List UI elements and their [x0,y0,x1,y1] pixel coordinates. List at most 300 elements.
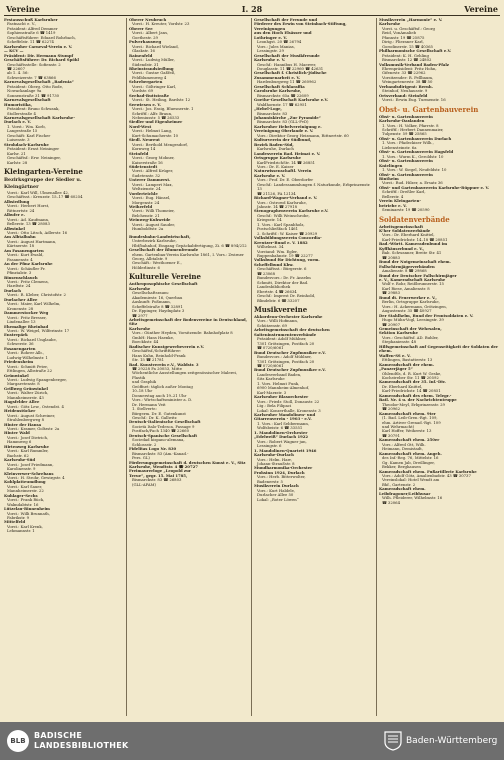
entry-detail: Ludwig-Wilhelmstr. 1 [7,354,48,360]
entry-detail: Vorst.: Josef Dietrich, [7,434,49,440]
entry-name: Gemeinschaft der Wehrsalen, [379,326,442,331]
entry-detail: Bundesvors.: Adolf Mühlner, [257,354,312,360]
entry-name: Naturwissenschaftl. Verein [254,168,312,174]
entry-name: Obst- u. Gartenbauverein Hagsfeld [379,149,454,155]
entry-detail: ☎ 29228 Fa 20053, Mitte [132,365,182,371]
entry-name: Südetenstedt [129,163,158,169]
entry-detail: Kochstreber Str. 11 ☎ 20592 [382,374,439,380]
entry-detail: Vorst.: Alfred Krüger, [132,168,174,174]
entry-detail: Hölderlinstr. 6 [132,264,160,270]
column-divider [251,18,252,716]
entry-name: Gesellschaft Schlaraffia [254,83,305,89]
entry-name: Gesellschaft der Freunde und [254,18,318,22]
entry-name: An der Pfinz Karlsruhe [4,261,53,267]
entry-name: Kyffhäuserbund e. V., [379,245,425,251]
entry-detail: Morgenstr. 24 [132,199,160,205]
entry-detail: Jahnstr. 14 ☎ 27918 [257,204,298,210]
entry-name: Weiherfeld [129,204,153,210]
entry-detail: Scheffelstraße 8 ☎ 32891 [132,303,183,309]
entry-name: Gesellschaft der Musikfreunde [254,52,320,58]
entry-detail: Strahlenbergweg 8 [7,417,45,423]
entry-name: Pulverhausweg [129,39,162,45]
entry-name: Siedl. Neureut [129,137,160,143]
entry-name: betriebe e. V. [379,202,407,208]
entry-name: Stenographenverein Karlsruhe e.V. [254,208,329,214]
entry-name: Obst- und Gartenbauverein Karlsruhe-Rüppurr e. V. [379,184,490,190]
entry-detail: Gesellschaftsraum: [132,290,169,296]
entry-detail: Auskunft: Poßmann, [132,299,171,305]
column-2 [129,18,250,718]
entry-detail: Landesverband Baden, [257,371,302,377]
entry-detail: Vorst.: August Hartmann, [7,238,57,244]
entry-detail: ☎ 20907 [382,321,401,327]
entry-detail: Bürgerm. Dr. E. Gutenkunst [132,410,186,416]
entry-detail: 1. Vors. Helmut Funk, [257,380,300,386]
entry-detail: Geschäftsf.: Erw. Neininger, [7,155,61,161]
entry-detail: Vorst.: Albert Jans, [132,30,169,36]
entry-detail: Geschäft.: Westhoener E., [132,260,182,266]
entry-detail: ☎ 0720/6061 [257,362,284,368]
entry-name: Karlsruhe [129,325,151,331]
entry-name: Festausschuß Karlsruher [4,18,58,22]
entry-detail: 10–18 Uhr [132,388,153,394]
entry-detail: Wöchentliche Ausstellungen zeitgenössischer Malerei, Plastik [132,370,238,380]
entry-name: Seewiesen e. V. [129,101,161,107]
entry-detail: Geschäft: Karl Fischer [7,132,51,138]
header-right: Vereine [464,4,498,14]
entry-name: Anthroposophische Gesellschaft [129,281,198,287]
section-heading: Kulturelle Vereine [129,272,201,282]
entry-name: Akkordeon-Orchester Karlsruhe [254,314,323,319]
entry-detail: Vors.: Friedr. Stoll, Donaustr. 22 [257,398,320,404]
institution-name[interactable] [34,731,129,751]
entry-detail: Präsident: Ernst Neininger [7,146,60,152]
entry-detail: Walmdabtstr. 16 [7,501,39,507]
entry-detail: Ltg.: Bela Filipaci [257,403,292,409]
entry-name: Obst- u. Gartenbauverein [379,171,433,177]
entry-detail: Vorst.: Göltringer Karl, [132,83,177,89]
entry-detail: ☎ 30791 [382,432,401,438]
entry-detail: Hardtstr. 24 [7,283,31,289]
entry-detail: Sonnenstraße 31 ☎ 91730 [7,92,60,98]
entry-detail: Dr. Hermann Veit [132,401,166,407]
entry-detail: Bellerstr. 4 [382,193,404,199]
entry-detail: Schriftf.: Herbert Dannenmaier, [382,126,444,132]
entry-detail: Vors.: Günther Heyden, Vorsitzende: Bahnhofplatz 8 [132,330,233,336]
entry-name: Karlsruher Carneval-Verein e. V. [4,43,73,49]
entry-detail: Vorst.: Ludwig Müller, [132,57,175,63]
entry-detail: Vorst.: Karl Rummler, [7,448,49,454]
entry-name: Kameradschaft ehem. 9ter [379,410,436,416]
entry-detail: Ebertstr. 4 ☎ 26634 [257,288,297,294]
entry-detail: 2. Schriftf.: W. Kaiser ☎ 20929 [257,230,318,236]
column-1 [4,18,125,718]
entry-name: Obst- u. Gartenbauverein [379,158,433,164]
entry-name: Durlacher Allee [4,296,38,302]
entry-name: Karlsruhe [379,21,401,27]
entry-name: Heidenstücker [4,408,36,414]
entry-detail: Vorst.: Karl Krenk, [7,523,43,529]
entry-detail: Bismarckstr. 12 ☎ 24802 [382,57,432,63]
entry-name: Karlsruhe-Süd [4,457,36,463]
entry-detail: Präsident: Oberg. Otto Rode, [7,83,64,89]
entry-detail: Vorst.: Götz Lew., Ostendst. 4 [7,403,64,409]
entry-detail: Geschf.: Hannibus H. Maerrer, [257,61,317,67]
entry-name: Waffen-SS e. V. [379,352,411,358]
entry-detail: Lessingstr. 29 [257,48,284,54]
entry-detail: Geschf.: Landessammlungen f. Naturkunde, Erbprinzenstr. 13 [257,181,371,192]
entry-detail: Vors.: Adolf Götz, Amalienbadstr. 43 ☎ 30737 [382,472,471,478]
entry-name: Vorderteichle [129,190,158,196]
entry-name: Bad. Kunstverein e.V., Waldstr. 3 [129,361,199,367]
entry-name: 1. Mandolinen-Quartett 1946 [254,447,317,453]
entry-detail: Vorst.: Ad. Kaufmann, [7,216,50,222]
entry-name: Bundesbahn-Landwirtschaft, [129,233,191,239]
entry-name: Lothringer e. V. [254,34,287,40]
entry-name: Steinfeld [129,150,149,156]
entry-name: Leibdragoner/Leibhusar [379,490,431,496]
entry-name: Verein Kleingarten- [379,198,421,204]
entry-detail: Badenerstr. 5 [257,478,283,484]
entry-detail: Kärtnerstr. 18 [7,243,35,249]
entry-name: Deutsch-Spanische Gesellschaft [129,432,198,438]
entry-name: Förderer des Erwin von Steinbach-Stiftung, Vereinigungen [254,21,347,31]
entry-detail: Gorodinerstr. 15 ☎ 40365 [382,43,433,49]
entry-detail: Leonhgst. 20 ☎ 26794 [257,39,302,45]
entry-detail: Mannheimerstr. 43 [7,394,44,400]
entry-detail: Heimann, Demistadt, [382,446,423,452]
entry-name: „Panzerjäger 5“ [379,366,413,372]
entry-detail: Vorst.: August Sauder, [132,221,175,227]
entry-detail: Vorst.: Georg Mohner, [132,155,175,161]
entry-detail: Kriegsstr. 14 [257,217,282,223]
entry-detail: Lessingstr. 6 [257,443,282,449]
entry-detail: Vors.: Willi Hofmann, [257,318,298,324]
entry-detail: ☎ 23068 [257,270,276,276]
entry-detail: Sitz Karlsruhe [257,376,285,382]
entry-detail: Südendstr. 31 [132,61,159,67]
entry-detail: Karl-Friedrichstr. 14 ☎ 20851 [382,388,441,394]
entry-name: Kameradschaft der 35. Inf.-Div. [379,379,446,385]
header-left: Vereine [6,4,40,14]
entry-name: Rheinstrandsiedlung [129,65,174,71]
entry-detail: Humboldtstr. 2a [132,226,164,232]
entry-detail: Vorst.: R. Kleber, Christofstr. 2 [7,292,66,298]
entry-name: Nord-West [129,123,152,129]
library-footer [0,722,504,760]
entry-detail: Pfannstr. 19 ☎ 25875 [382,34,425,40]
entry-detail: Vorst.: Kramer, Goltzstr. 2a [7,425,60,431]
entry-name: Binsenschlauch [4,274,38,280]
entry-detail: ☎ 2977 [132,312,148,318]
entry-detail: Scheffelstr. 11 ☎ 62274 [7,39,54,45]
entry-detail: Dr. Eberhard Knittel, [382,383,423,389]
entry-name: Dammerstocker Weg [4,310,49,316]
region-name[interactable]: Baden-Württemberg [406,736,498,746]
entry-detail: Präsident: Adolf Mühlner, [257,336,307,342]
entry-name: Bezirksgruppe der Siedler u. [4,176,82,183]
entry-detail: Unterbezirk Karlsruhe, [132,238,177,244]
entry-name: Fallschirmjägerverbänden [379,263,435,269]
entry-detail: 1. Stellvertr.: [132,406,158,412]
entry-name: Am Albtalbahn [4,234,36,240]
entry-detail: ☎ 20883 [382,254,401,260]
entry-detail: Feldblumenweg 4 [132,74,167,80]
entry-name: Sektion Karlsruhe [379,330,418,336]
column-3 [254,18,375,718]
entry-detail: Vors.: Jules Manias, [257,43,295,49]
entry-name: Richard-Wagner-Verband e. V. [254,195,318,201]
entry-name: Bund dt. Feuerwerker e. V., [379,294,437,300]
entry-detail: Vors.: Wirtschaftsminister a. D. [132,397,193,403]
entry-detail: Bismarckstr. 83 (GLL-FvD) [257,119,309,125]
entry-name: Mittelfeld [4,519,26,525]
entry-detail: Vorst.: Walter Zürich, [7,390,49,396]
entry-detail: Bab. Schwanner, Breite Str. 41 [382,250,442,256]
entry-detail: Bismarckstr. 65a ☎ 22609 [257,92,309,98]
entry-name: Badischer Kunstgewerbeverein e.V. [129,343,205,349]
state-coat-of-arms-icon [384,731,402,751]
entry-name: Kuhlager-Sechs [4,492,38,498]
entry-detail: Bekker, Berghausen [382,464,421,470]
entry-detail: Vorst.: Richard Wieland, [132,43,179,49]
entry-name: Friedensheim [4,359,34,365]
entry-detail: Lindenallee 13 [7,319,36,325]
entry-detail: Fastnacht e. V., [7,21,37,27]
entry-name: Karlsruher Hebelvereinigung e. [254,123,322,129]
column-divider [376,18,377,716]
entry-detail: Schriftf.: Alfr. Braun, [132,110,173,116]
entry-detail: Geschf.: Imprest Dr. Reinhold, [257,293,316,299]
entry-detail: 1. Vors.: Karl Sebbermann, [257,420,310,426]
entry-detail: (GLL-AFAM) [132,481,156,487]
entry-name: Kleinverwer-Schrebans [4,470,54,476]
entry-detail: ehm. Artiver Grenad.-Rgt. 109 [382,419,441,425]
entry-detail: 1. Vors.: Karl Spanbholz, [257,221,305,227]
entry-detail: Vorst.: Frank Rück, [7,497,45,503]
entry-detail: Gg. Kamen Jab, Dreillinger, [382,459,435,465]
entry-detail: 7301 Grötzingen, Postfach 20 [257,358,315,364]
entry-detail: Bachstr. 62 [7,452,29,458]
entry-name: Hirtenweg Karlsruhe [4,443,49,449]
entry-detail: 1. Vors.: Pfadeckiser Wilh., [382,140,434,146]
entry-detail: ehem. Gartenbau-Verein Karlsruhe 1861, I. Vors.: Zwirner [132,251,244,257]
entry-name: Saiteninstrumentenverbände [254,331,317,337]
entry-detail: Postschließfach 1461 [257,226,299,232]
entry-name: aus den Hoch Elsässer und [254,30,312,36]
entry-detail: Vors.: Dr. E. Kaiser [257,163,294,169]
entry-detail: Lehmannstr. 1 [7,528,35,534]
entry-name: Bund Deutscher Zupfmusiker e.V. [254,367,326,373]
entry-detail: Karlsruhe, Durlach [257,146,294,152]
entry-name: Karnevalsgesellschaft „Badenia“ [4,79,74,85]
entry-detail: Vorst.: Schäufler Fr. [7,265,46,271]
entry-name: Mundharmonika-Orchester [254,465,313,471]
entry-detail: Geschf.: Dr. K. Gallwitz [132,414,177,420]
entry-detail: Vors.: H. Ackermann, Grötzingen, [382,303,447,309]
entry-name: Rainenfeld [129,52,153,58]
entry-name: Goethe-Gesellschaft Karlsruhe e.V. [254,97,329,103]
entry-detail: ab 1. 4. 56: [7,70,29,76]
entry-detail: Fasanenstr. 4 [7,256,33,262]
entry-detail: Gifenrstr. 33 ☎ 22962 [382,70,426,76]
column-divider [126,18,127,716]
entry-detail: Ettlingen, Bastatterstr. 13 [382,357,433,363]
entry-name: Karlsruher Mandolinen- und [254,411,316,417]
entry-detail: Weltzienstr. 24 [132,186,161,192]
entry-detail: Sudetenstr. 32 [132,172,161,178]
entry-detail: Pfinztalstr. 3 [7,270,32,276]
entry-name: Albsiedlung [4,198,30,204]
entry-detail: Vorst.: Ludwig Spangenberger, [7,376,67,382]
entry-detail: Vorst.: Schmitt Peter, [7,363,48,369]
entry-detail: ☎ 0720/6061 [257,345,284,351]
entry-detail: Rittnertstr. 24 [7,207,35,213]
entry-name: — KCV — [4,48,24,54]
entry-detail: Postfach/Fach 1340 ☎ 22660 [132,428,189,434]
entry-name: 1. Mandolinen-Orchester [254,429,308,435]
entry-name: Hinter der Hansa [4,421,42,427]
entry-detail: Vorst.: Erwin Eug. Turmenstr. 16 [382,97,446,103]
entry-name: Lützelau-Rinnenheim [4,506,50,512]
entry-name: Karlsruhe-Daxlanden [379,118,425,124]
entry-detail: 1. Vors.: H. Volker, Pfarrstr. 8 [382,122,439,128]
entry-detail: Liebensteinstr. 6a [382,144,417,150]
entry-name: Fidelitas Logo Nr. 830 [129,446,177,452]
entry-name: Präsident: Dir. Hermann Stumpf [4,52,74,58]
entry-detail: Sociedad hispano-alemana, [132,437,185,443]
entry-name: Karlsruhe e. V. [254,172,286,178]
entry-name: Arbeitsgemeinschaft der deutschen [254,327,330,333]
entry-name: Bund der Deutscher Fallschirmjäger [379,272,457,278]
entry-name: Durlach [4,287,22,293]
entry-name: Kameradschaft der ehem. [379,361,435,367]
entry-name: Ortsverband: Steinfeld [379,92,428,98]
entry-detail: Karl-Friedrichstr. 14–18 ☎ 20851 [382,236,448,242]
entry-detail: Belchenstr. 21 [132,212,160,218]
entry-name: Deutsch-Italienische Gesellschaft [129,419,201,425]
entry-detail: Vorst.: Willi Brunnath, [7,510,50,516]
entry-detail: Vors.: Alfred Ott, Wilh. [382,441,426,447]
entry-detail: Bellerstr. 13 ☎ 28083 [7,221,50,227]
entry-name: Fasanengarten [4,345,36,351]
entry-detail: (1. Bad. Leib-Gren.-Rgt. 109, [382,415,438,421]
entry-detail: Schützenstr. 69 [257,322,287,328]
entry-detail: Vorst.: Maier, Karl Wilhelm, [7,301,61,307]
blb-logo[interactable]: BLB [7,730,29,752]
entry-detail: Vorst.: Richard Unglaube, [7,336,57,342]
section-heading: Musikvereine [254,305,308,314]
entry-detail: Vors.: Prof. Dr. E. Oberdorfer [257,177,314,183]
entry-detail: Vors.: Herb. Bitterwolter, [257,474,306,480]
entry-detail: Vorst.: Eug. Hänsel, [132,195,171,201]
entry-detail: und Graphik [132,379,157,385]
entry-detail: Theodor-Meyl, Erbprinzenstr. 29 [382,401,445,407]
entry-detail: Vorst.: Rohrer Alb., [7,350,45,356]
institution-line-1: BADISCHE [34,731,83,740]
entry-name: Batl. Nr. 4 u. der Nachrichtentruppe [379,397,457,403]
entry-detail: Boeckhstr. 44 [132,339,159,345]
entry-name: Bund der Notgemeinschaft ehem. [379,259,451,265]
entry-detail: Vorst.: Josef Friedmann, [7,461,54,467]
entry-detail: Lokal: „Roter Löwen“ [257,496,299,502]
entry-detail: Schmitt, Direktor der Bad. [257,279,309,285]
entry-detail: Vorst.: Lampert Max, [132,181,173,187]
entry-name: Karnevalsgesellschaft Karlsruhe- [4,114,75,120]
entry-detail: Kurt-Schumacherstr. 10 [132,132,179,138]
entry-name: Rintheim [379,175,399,181]
entry-detail: Wilhelmst. 34 [257,244,284,250]
entry-name: Humoristika, [4,101,33,107]
entry-name: Kohlplatteumdlung [4,479,46,485]
entry-detail: Wilh. Pfleiderer, Wilhelmstr. 16 [382,495,443,501]
entry-name: Gesellschaft f. Christlich-Jüdische [254,70,327,76]
entry-detail: Vorsitzender: R. Fellbaum, [382,74,434,80]
entry-detail: Bundesvors.: Dr. Fr. Anselm [257,275,311,281]
entry-detail: Vorst.: Rud. Hilzer, a. Ersatz 36 [382,180,443,186]
entry-detail: Nebeniusstr. 5 ☎ 26533 [132,114,180,120]
entry-name: Kameradschaft ehem. Angeh. [379,450,442,456]
entry-detail: Nowackanlage 9a [7,88,42,94]
entry-name: Hinter Wald [4,430,30,436]
section-heading: Soldatenverbände [379,214,450,224]
entry-detail: Schlossstr. 2 [132,441,157,447]
entry-detail: 6900 Mannheim-Almenhof, [257,385,310,391]
entry-detail: Geöffnet: täglich außer Montag [132,383,193,389]
entry-detail: Vorst.: Jos. Essig, Bluesnerstr. 1 [132,106,194,112]
entry-detail: Vors.: Robert Wagner jun, [257,438,307,444]
entry-detail: Stephanienstr. 48 [382,339,416,345]
entry-name: Gesellschaft der Blumenfreunde [129,247,199,253]
entry-detail: Seminarstr. 19 ☎ 20590 [382,207,430,213]
entry-detail: Wolf v. Rohr, Reißbrunnerstr. 15 [382,281,444,287]
entry-detail: Mannheimerstr. 22 [7,488,44,494]
entry-detail: ☎ 20962 [382,406,401,412]
entry-name: Frohsinn 1924, Durlach [254,469,305,475]
entry-detail: Geschäftsst.: Bürgerstr. 6 [257,266,307,272]
entry-name: Geschäftsführer: Dr. Richard Spöhl [4,57,79,63]
entry-name: Weinweg-Kuhweide [129,217,171,223]
entry-name: Der Stahlhelm, Bund der Frontsoldaten e. V. [379,312,474,318]
entry-name: Volksbildungsverein Concordia- [254,235,322,241]
entry-detail: Hardenburgweg 11 ☎ 260962 [257,79,317,85]
entry-name: Siedler und Eigenheimer [129,119,183,125]
entry-detail: KarlFriedrichStr. 14 ☎ 26851 [257,159,316,165]
entry-detail: Bhf., Gartenstr. 2 [382,481,416,487]
section-heading: Kleingarten-Vereine [4,166,83,176]
entry-detail: Reid, VonAmalieb [382,30,417,36]
entry-name: Grünwinkel [4,372,29,378]
entry-detail: Präsident: Alfred Demmer [7,25,58,31]
entry-detail: Donnerstag auch 19–21 Uhr [132,392,187,398]
entry-name: Förderungsgemeinschaft d. deutschen Kunst e. V., Sitz Karlsruhe, Wendtstr. 4 ☎ 20727 [129,459,246,469]
entry-detail: Langestraße 15 [7,128,38,134]
entry-detail: Douglasstr. 11 ☎ 22960 ☎ 42631 [257,65,324,71]
entry-detail: Steinhof, Neuhausstr. 9 [382,88,428,94]
entry-detail: Vorst.: Karl Will, Ulmenallee 42, [7,189,70,195]
entry-name: Karlsruhe-Durlach [254,452,294,458]
entry-name: Arbeitsgemeinschaft der Bodenvereine in Deutschland, Sitz [129,317,247,327]
entry-detail: Präsident: K. H. Gehling [382,52,429,58]
entry-name: Kleingärtner [4,183,39,190]
entry-name: Freimaurerloge „Leopold zur [129,468,191,474]
entry-name: Knielingen [379,162,403,168]
entry-detail: Stollerstraße 4 [7,110,36,116]
entry-detail: Karolinenstr. 9 [7,466,36,472]
entry-detail: Georg, Albtalstr. 9 [132,256,168,262]
entry-name: Kreutzer-Bund e. V. 1882 [254,239,308,245]
entry-detail: Bismarckstr. 83 ☎ 26803 [132,477,182,483]
